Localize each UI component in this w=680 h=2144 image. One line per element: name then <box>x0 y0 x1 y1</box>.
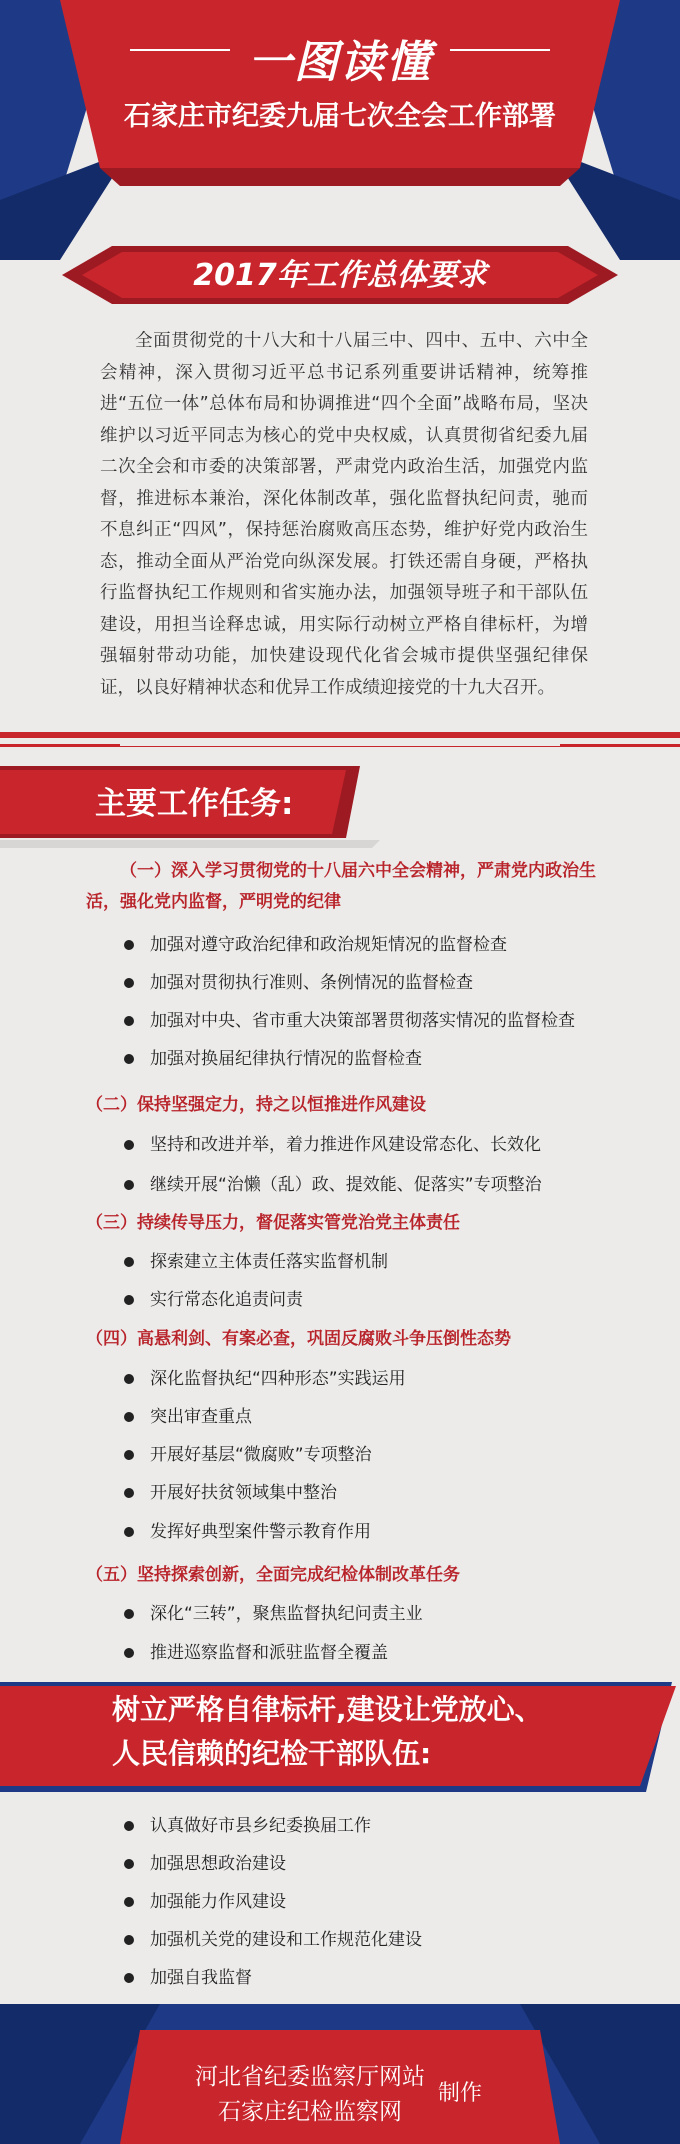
bullet-icon <box>124 1821 134 1831</box>
section-4-title: （四）高悬利剑、有案必查，巩固反腐败斗争压倒性态势 <box>86 1329 511 1349</box>
bullet-icon <box>124 1609 134 1619</box>
overview-text: 全面贯彻党的十八大和十八届三中、四中、五中、六中全会精神，深入贯彻习近平总书记系列重要讲话精神，统筹推进“五位一体”总体布局和协调推进“四个全面”战略布局，坚决维护以习近平同志为核心的党中央权威，认真贯彻省纪委九届二次全会和市委的决策部署，严肃党内政治生活，加强党内监督，推进标本兼治，深化体制改革，强化监督执纪问责，驰而不息纠正“四风”，保持惩治腐败高压态势，维护好党内政治生态，推动全面从严治党向纵深发展。打铁还需自身硬，严格执行监督执纪工作规则和省实施办法，加强领导班子和干部队伍建设，用担当诠释忠诚，用实际行动树立严格自律标杆，为增强辐射带动功能，加快建设现代化省会城市提供坚强纪律保证，以良好精神状态和优异工作成绩迎接党的十九大召开。 <box>100 331 588 698</box>
bullet-icon <box>124 1257 134 1267</box>
bullet-icon <box>124 1180 134 1190</box>
bullet-icon <box>124 1295 134 1305</box>
bullet-icon <box>124 978 134 988</box>
overview-banner: 2017年工作总体要求 <box>193 258 487 293</box>
list-item: 加强对贯彻执行准则、条例情况的监督检查 <box>150 973 473 993</box>
list-item: 坚持和改进并举，着力推进作风建设常态化、长效化 <box>150 1135 541 1155</box>
bullet-icon <box>124 1450 134 1460</box>
bullet-icon <box>124 1488 134 1498</box>
page-subtitle: 石家庄市纪委九届七次全会工作部署 <box>124 101 556 132</box>
bullet-icon <box>124 1973 134 1983</box>
list-item: 深化监督执纪“四种形态”实践运用 <box>150 1369 406 1389</box>
list-item: 开展好扶贫领域集中整治 <box>150 1483 337 1503</box>
section-1-title: （一）深入学习贯彻党的十八届六中全会精神，严肃党内政治生活，强化党内监督，严明党的纪律 <box>86 861 596 912</box>
list-item: 推进巡察监督和派驻监督全覆盖 <box>150 1643 388 1663</box>
section-3-title: （三）持续传导压力，督促落实管党治党主体责任 <box>86 1213 460 1233</box>
list-item: 探索建立主体责任落实监督机制 <box>150 1252 388 1272</box>
tasks-heading: 主要工作任务: <box>95 786 294 822</box>
bullet-icon <box>124 1374 134 1384</box>
list-item: 加强对中央、省市重大决策部署贯彻落实情况的监督检查 <box>150 1011 575 1031</box>
list-item: 发挥好典型案件警示教育作用 <box>150 1522 371 1542</box>
page-title: 一图读懂 <box>248 37 432 88</box>
list-item: 实行常态化追责问责 <box>150 1290 303 1310</box>
list-item: 突出审查重点 <box>150 1407 252 1427</box>
bullet-icon <box>124 1527 134 1537</box>
bullet-icon <box>124 1412 134 1422</box>
team-banner <box>112 1688 672 1776</box>
section-5-title: （五）坚持探索创新，全面完成纪检体制改革任务 <box>86 1565 460 1585</box>
bullet-icon <box>124 1054 134 1064</box>
bullet-icon <box>124 1648 134 1658</box>
list-item: 加强能力作风建设 <box>150 1892 286 1912</box>
list-item: 深化“三转”，聚焦监督执纪问责主业 <box>150 1604 423 1624</box>
bullet-icon <box>124 1016 134 1026</box>
team-banner-line1: 树立严格自律标杆,建设让党放心、 <box>112 1693 543 1726</box>
bullet-icon <box>124 1859 134 1869</box>
team-banner-line2: 人民信赖的纪检干部队伍: <box>112 1737 432 1770</box>
list-item: 认真做好市县乡纪委换届工作 <box>150 1816 371 1836</box>
list-item: 加强对遵守政治纪律和政治规矩情况的监督检查 <box>150 935 507 955</box>
bullet-icon <box>124 1935 134 1945</box>
list-item: 加强思想政治建设 <box>150 1854 286 1874</box>
bullet-icon <box>124 1140 134 1150</box>
section-2-title: （二）保持坚强定力，持之以恒推进作风建设 <box>86 1095 426 1115</box>
list-item: 加强对换届纪律执行情况的监督检查 <box>150 1049 422 1069</box>
list-item: 开展好基层“微腐败”专项整治 <box>150 1445 372 1465</box>
bullet-icon <box>124 940 134 950</box>
list-item: 加强自我监督 <box>150 1968 252 1988</box>
footer-org-2: 石家庄纪检监察网 <box>218 2099 402 2125</box>
footer-org-1: 河北省纪委监察厅网站 <box>195 2064 425 2090</box>
footer-made-by: 制作 <box>438 2081 483 2106</box>
bullet-icon <box>124 1897 134 1907</box>
list-item: 加强机关党的建设和工作规范化建设 <box>150 1930 422 1950</box>
list-item: 继续开展“治懒（乱）政、提效能、促落实”专项整治 <box>150 1175 542 1195</box>
